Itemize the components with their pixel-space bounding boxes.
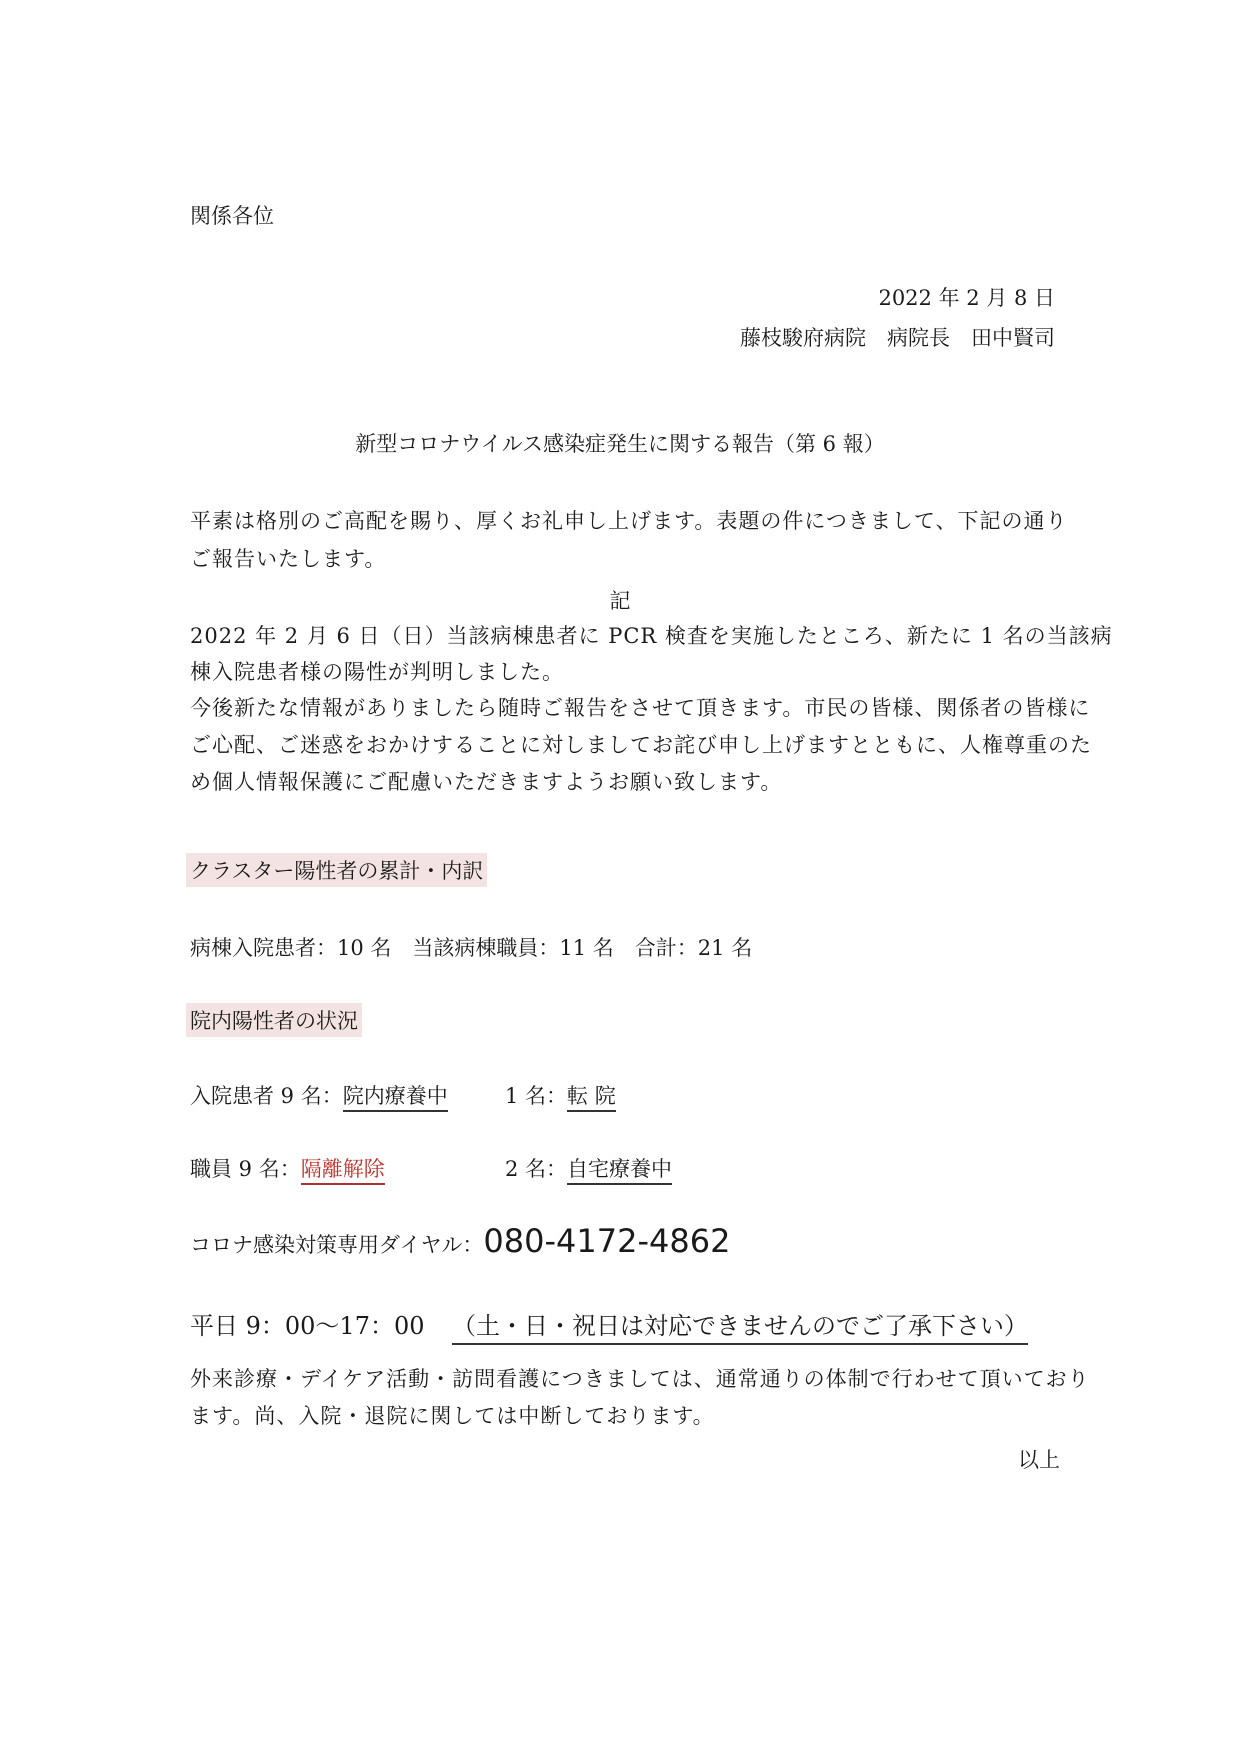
intro-line: ご報告いたします。 — [190, 547, 387, 571]
intro-line: 平素は格別のご高配を賜り、厚くお礼申し上げます。表題の件につきまして、下記の通り — [190, 509, 1068, 533]
body-line: 今後新たな情報がありましたら随時ご報告をさせて頂きます。市民の皆様、関係者の皆様に — [190, 696, 1091, 720]
patients-row — [190, 1080, 448, 1110]
dial-row — [190, 1222, 730, 1260]
document-title: 新型コロナウイルス感染症発生に関する報告（第 6 報） — [355, 432, 885, 456]
body-line: ご心配、ご迷惑をおかけすることに対しましてお詫び申し上げますとともに、人権尊重のた — [190, 733, 1092, 757]
staff-status: 隔離解除 — [301, 1157, 385, 1185]
status-heading: 院内陽性者の状況 — [186, 1003, 362, 1037]
staff-row-2 — [505, 1153, 672, 1183]
patients-label: 入院患者 9 名： — [190, 1084, 343, 1108]
body-line: め個人情報保護にご配慮いただきますようお願い致します。 — [190, 770, 783, 794]
ki-heading: 記 — [609, 589, 631, 613]
sender: 藤枝駿府病院 病院長 田中賢司 — [740, 326, 1055, 350]
staff2-label: 2 名： — [505, 1157, 568, 1181]
document-date: 2022 年 2 月 8 日 — [878, 286, 1055, 310]
patients-row-2 — [505, 1080, 616, 1110]
staff-row — [190, 1153, 385, 1183]
patients2-label: 1 名： — [505, 1084, 568, 1108]
patients-status: 院内療養中 — [343, 1084, 448, 1112]
hours-note: （土・日・祝日は対応できませんのでご了承下さい） — [452, 1306, 1028, 1345]
staff2-status: 自宅療養中 — [567, 1157, 672, 1185]
cluster-heading: クラスター陽性者の累計・内訳 — [186, 853, 487, 887]
staff-label: 職員 9 名： — [190, 1157, 301, 1181]
addressee: 関係各位 — [190, 204, 274, 228]
closing-line: ます。尚、入院・退院に関しては中断しております。 — [190, 1404, 715, 1428]
patients2-status: 転 院 — [567, 1084, 616, 1112]
body-line: 棟入院患者様の陽性が判明しました。 — [190, 660, 564, 684]
body-line: 2022 年 2 月 6 日（日）当該病棟患者に PCR 検査を実施したところ、新たに 1 名の当該病 — [190, 624, 1113, 648]
hours: 平日 9：00～17：00 — [190, 1312, 425, 1340]
closing-line: 外来診療・デイケア活動・訪問看護につきましては、通常通りの体制で行わせて頂いており — [190, 1367, 1090, 1391]
end-mark: 以上 — [1018, 1448, 1060, 1472]
dial-label: コロナ感染対策専用ダイヤル： — [190, 1233, 484, 1257]
dial-number: 080-4172-4862 — [483, 1222, 731, 1260]
cluster-summary: 病棟入院患者：10 名 当該病棟職員：11 名 合計：21 名 — [190, 936, 753, 960]
